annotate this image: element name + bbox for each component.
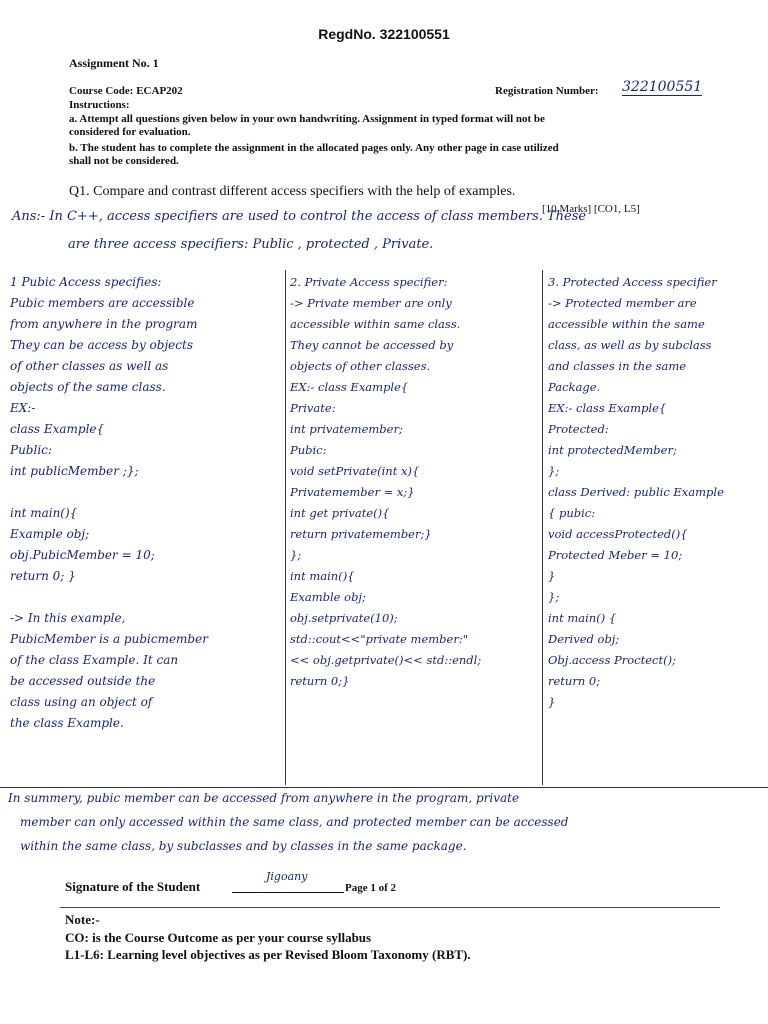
- private-line: objects of other classes.: [290, 359, 431, 373]
- registration-label: Registration Number:: [495, 85, 599, 97]
- protected-line: }: [548, 695, 556, 709]
- protected-line: int protectedMember;: [548, 443, 677, 457]
- instruction-b-line1: b. The student has to complete the assignment in the allocated pages only. Any other page in case utilized: [69, 142, 559, 154]
- public-line: Example obj;: [10, 527, 90, 541]
- answer-intro-line1: Ans:- In C++, access specifiers are used to control the access of class members. These: [12, 209, 587, 224]
- page-number: Page 1 of 2: [345, 882, 397, 894]
- private-line: accessible within same class.: [290, 317, 461, 331]
- protected-line: Protected Meber = 10;: [548, 548, 683, 562]
- private-line: 2. Private Access specifier:: [290, 275, 448, 289]
- private-line: };: [290, 548, 302, 562]
- private-line: void setPrivate(int x){: [290, 464, 420, 478]
- private-line: EX:- class Example{: [290, 380, 409, 394]
- protected-line: and classes in the same: [548, 359, 687, 373]
- column-divider-1: [285, 270, 286, 785]
- signature-label: Signature of the Student: [65, 879, 201, 894]
- protected-line: EX:- class Example{: [548, 401, 667, 415]
- protected-line: Derived obj;: [548, 632, 620, 646]
- public-line: EX:-: [10, 401, 36, 415]
- public-line: from anywhere in the program: [10, 317, 198, 331]
- private-line: return privatemember;}: [290, 527, 432, 541]
- question-marks: [10 Marks] [CO1, L5]: [542, 203, 640, 215]
- instruction-b-line2: shall not be considered.: [69, 155, 179, 167]
- public-line: objects of the same class.: [10, 380, 166, 394]
- protected-line: Protected:: [548, 422, 609, 436]
- regd-number: RegdNo. 322100551: [318, 26, 450, 42]
- protected-line: return 0;: [548, 674, 601, 688]
- public-line: class using an object of: [10, 695, 153, 709]
- public-line: -> In this example,: [10, 611, 126, 625]
- protected-line: accessible within the same: [548, 317, 705, 331]
- summary-line1: In summery, pubic member can be accessed from anywhere in the program, private: [8, 791, 520, 805]
- summary-line3: within the same class, by subclasses and by classes in the same package.: [20, 839, 467, 853]
- public-line: Public:: [10, 443, 52, 457]
- public-line: They can be access by objects: [10, 338, 193, 352]
- instruction-a-line2: considered for evaluation.: [69, 126, 191, 138]
- assignment-number: Assignment No. 1: [69, 56, 159, 70]
- protected-line: void accessProtected(){: [548, 527, 688, 541]
- student-signature: Jigoany: [266, 870, 308, 883]
- public-line: PubicMember is a pubicmember: [10, 632, 208, 646]
- public-line: the class Example.: [10, 716, 124, 730]
- registration-value: 322100551: [622, 79, 703, 95]
- private-line: Pubic:: [290, 443, 327, 457]
- public-line: class Example{: [10, 422, 105, 436]
- protected-line: }: [548, 569, 556, 583]
- private-line: << obj.getprivate()<< std::endl;: [290, 653, 482, 667]
- column-protected: [548, 272, 766, 792]
- signature-line: [232, 892, 344, 893]
- protected-line: -> Protected member are: [548, 296, 697, 310]
- private-line: std::cout<<"private member:": [290, 632, 469, 646]
- instruction-a-line1: a. Attempt all questions given below in your own handwriting. Assignment in typed format will not be: [69, 113, 545, 125]
- public-line: int main(){: [10, 506, 78, 520]
- protected-line: class Derived: public Example: [548, 485, 724, 499]
- instructions-title: Instructions:: [69, 99, 130, 111]
- question-text: Q1. Compare and contrast different access specifiers with the help of examples.: [69, 184, 516, 199]
- protected-line: Package.: [548, 380, 601, 394]
- public-line: be accessed outside the: [10, 674, 156, 688]
- private-line: They cannot be accessed by: [290, 338, 454, 352]
- protected-line: };: [548, 464, 560, 478]
- summary-line2: member can only accessed within the same class, and protected member can be accessed: [20, 815, 569, 829]
- note-co: CO: is the Course Outcome as per your course syllabus: [65, 930, 372, 945]
- column-public: [10, 272, 283, 792]
- public-line: [10, 482, 283, 503]
- private-line: int privatemember;: [290, 422, 403, 436]
- column-private: [290, 272, 540, 792]
- public-line: of other classes as well as: [10, 359, 169, 373]
- public-line: int publicMember ;};: [10, 464, 139, 478]
- footer-divider: [60, 907, 720, 908]
- private-line: Privatemember = x;}: [290, 485, 415, 499]
- public-line: return 0; }: [10, 569, 76, 583]
- public-line: of the class Example. It can: [10, 653, 179, 667]
- protected-line: 3. Protected Access specifier: [548, 275, 717, 289]
- note-title: Note:-: [65, 912, 100, 927]
- protected-line: { pubic:: [548, 506, 596, 520]
- public-line: Pubic members are accessible: [10, 296, 195, 310]
- private-line: Private:: [290, 401, 336, 415]
- private-line: return 0;}: [290, 674, 350, 688]
- protected-line: class, as well as by subclass: [548, 338, 712, 352]
- private-line: Examble obj;: [290, 590, 366, 604]
- public-line: obj.PubicMember = 10;: [10, 548, 155, 562]
- private-line: -> Private member are only: [290, 296, 452, 310]
- column-divider-2: [542, 270, 543, 785]
- protected-line: int main() {: [548, 611, 617, 625]
- private-line: int main(){: [290, 569, 355, 583]
- course-code: Course Code: ECAP202: [69, 85, 183, 97]
- note-levels: L1-L6: Learning level objectives as per Revised Bloom Taxonomy (RBT).: [65, 947, 471, 962]
- summary-divider: [0, 787, 768, 788]
- public-line: 1 Pubic Access specifies:: [10, 275, 162, 289]
- private-line: int get private(){: [290, 506, 390, 520]
- protected-line: };: [548, 590, 560, 604]
- public-line: [10, 587, 283, 608]
- private-line: obj.setprivate(10);: [290, 611, 398, 625]
- answer-intro-line2: are three access specifiers: Public , protected , Private.: [68, 237, 434, 252]
- protected-line: Obj.access Proctect();: [548, 653, 676, 667]
